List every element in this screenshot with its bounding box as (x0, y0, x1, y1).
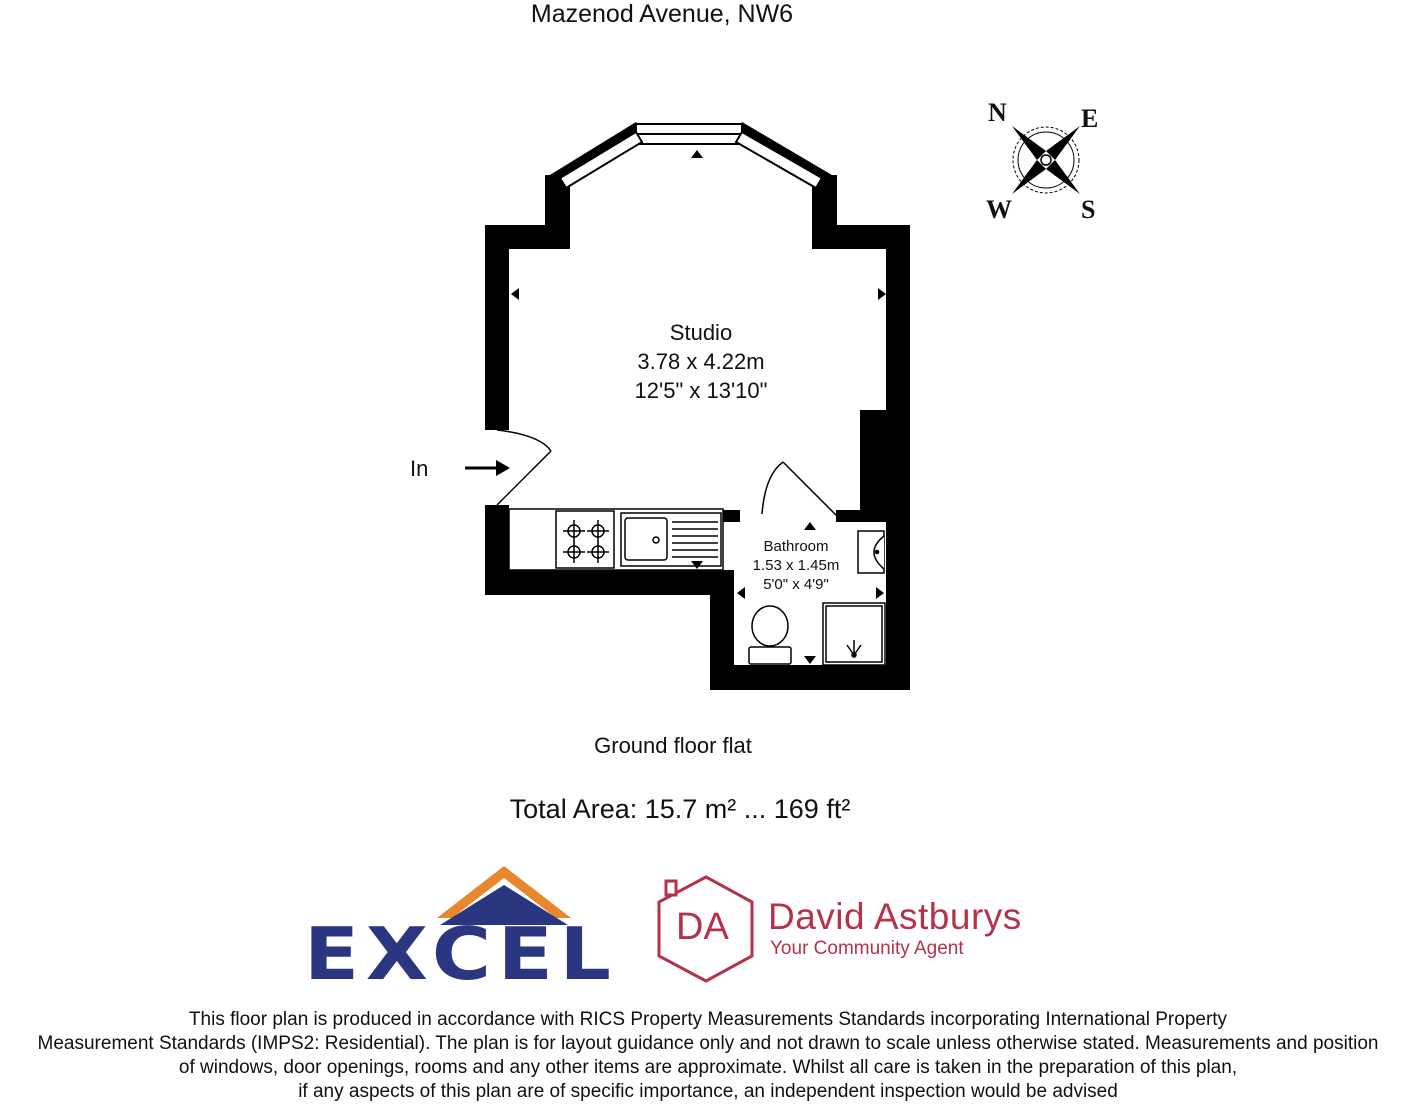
disclaimer-line: of windows, door openings, rooms and any other items are approximate. Whilst all care is taken in the preparation of this plan, (178, 1057, 1238, 1078)
floor-label: Ground floor flat (594, 733, 752, 758)
kitchen-counter (509, 509, 723, 570)
disclaimer-line: This floor plan is produced in accordance with RICS Property Measurements Standards incorporating International Property (188, 1009, 1228, 1030)
excel-logo-text: EXCEL (304, 912, 618, 996)
da-brand-name: David Astburys (768, 896, 1022, 937)
room-name: Studio (669, 320, 733, 345)
page-title: Mazenod Avenue, NW6 (530, 0, 794, 28)
room-name: Bathroom (763, 538, 829, 555)
entrance-label: In (410, 456, 429, 481)
room-label-bathroom (736, 537, 856, 594)
compass-south-label: S (1081, 195, 1096, 224)
disclaimer (0, 1008, 1416, 1104)
bathroom-door (762, 462, 838, 517)
da-monogram: DA (676, 906, 729, 948)
disclaimer-line: if any aspects of this plan are of specific importance, an independent inspection would be advised (298, 1081, 1118, 1102)
room-size-metric: 3.78 x 4.22m (637, 349, 765, 374)
compass-rose (1012, 126, 1080, 194)
entrance-arrow (465, 460, 510, 476)
room-size-imperial: 12'5" x 13'10" (634, 378, 768, 403)
compass-east-label: E (1081, 104, 1099, 133)
room-size-metric: 1.53 x 1.45m (752, 557, 840, 574)
da-tagline: Your Community Agent (770, 938, 964, 959)
disclaimer-line: Measurement Standards (IMPS2: Residential). The plan is for layout guidance only and not drawn to scale unless otherwise stated. Measurements and position (37, 1033, 1379, 1054)
compass-west-label: W (986, 195, 1012, 224)
compass-north-label: N (988, 98, 1007, 127)
room-size-imperial: 5'0" x 4'9" (763, 576, 829, 593)
bay-windows (560, 124, 822, 188)
total-area: Total Area: 15.7 m² ... 169 ft² (509, 794, 851, 824)
room-label-studio (600, 318, 802, 405)
